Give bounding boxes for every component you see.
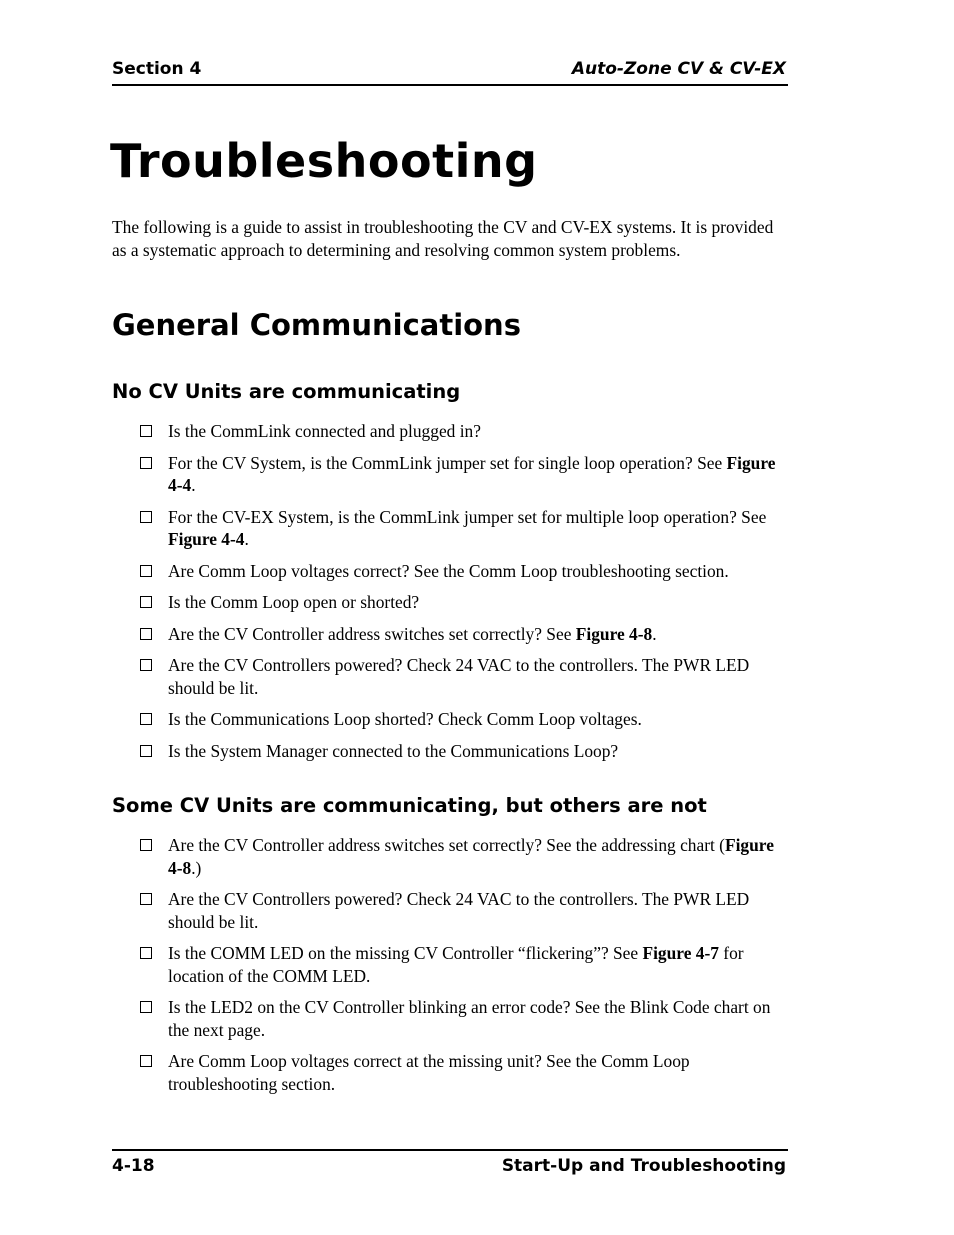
checklist-item: Are the CV Controllers powered? Check 24 VAC to the controllers. The PWR LED should be lit. (140, 888, 790, 933)
figure-reference: Figure 4-8 (575, 623, 653, 644)
checkbox-icon (140, 1001, 152, 1013)
checkbox-icon (140, 425, 152, 437)
checklist-item: Are Comm Loop voltages correct at the missing unit? See the Comm Loop troubleshooting section. (140, 1050, 790, 1095)
intro-paragraph: The following is a guide to assist in troubleshooting the CV and CV-EX systems. It is provided as a systematic approach to determining and resolving common system problems. (112, 217, 774, 260)
checkbox-icon (140, 659, 152, 671)
checkbox-icon (140, 457, 152, 469)
checklist-item: For the CV-EX System, is the CommLink jumper set for multiple loop operation? See Figure 4-4. (140, 506, 790, 551)
checklist-item: Are the CV Controller address switches set correctly? See the addressing chart (Figure 4-8.) (140, 834, 790, 879)
page-header (112, 58, 788, 86)
checklist-no-units (140, 420, 790, 771)
checkbox-icon (140, 893, 152, 905)
checklist-item: Are the CV Controllers powered? Check 24 VAC to the controllers. The PWR LED should be lit. (140, 654, 790, 699)
subsection-heading-some-units: Some CV Units are communicating, but others are not (112, 794, 707, 817)
checklist-item: Are Comm Loop voltages correct? See the Comm Loop troubleshooting section. (140, 560, 790, 583)
figure-reference: Figure 4-7 (642, 943, 719, 963)
header-product: Auto-Zone CV & CV-EX (571, 59, 786, 79)
checklist-item: Is the Communications Loop shorted? Check Comm Loop voltages. (140, 708, 790, 731)
checkbox-icon (140, 745, 152, 757)
figure-reference: Figure 4-4 (168, 452, 776, 495)
subsection-heading-no-units: No CV Units are communicating (112, 380, 461, 403)
checkbox-icon (140, 947, 152, 959)
page-title: Troubleshooting (110, 134, 538, 188)
checkbox-icon (140, 565, 152, 577)
figure-reference: Figure 4-8 (168, 835, 774, 878)
checkbox-icon (140, 511, 152, 523)
checklist-item: Is the LED2 on the CV Controller blinking an error code? See the Blink Code chart on the next page. (140, 996, 790, 1041)
figure-reference: Figure 4-4 (168, 529, 245, 549)
checklist-item: Are the CV Controller address switches set correctly? See Figure 4-8. (140, 623, 790, 646)
checkbox-icon (140, 628, 152, 640)
checklist-item: Is the System Manager connected to the Communications Loop? (140, 740, 790, 763)
page-footer (112, 1149, 788, 1176)
checklist-item: Is the COMM LED on the missing CV Controller “flickering”? See Figure 4-7 for location of the COMM LED. (140, 942, 790, 987)
checklist-item: Is the CommLink connected and plugged in? (140, 420, 790, 443)
footer-chapter: Start-Up and Troubleshooting (501, 1156, 786, 1176)
checklist-item: For the CV System, is the CommLink jumper set for single loop operation? See Figure 4-4. (140, 452, 790, 497)
checklist-some-units (140, 834, 790, 1104)
checkbox-icon (140, 1055, 152, 1067)
checklist-item: Is the Comm Loop open or shorted? (140, 591, 790, 614)
checkbox-icon (140, 839, 152, 851)
checkbox-icon (140, 596, 152, 608)
footer-page-number: 4-18 (112, 1156, 155, 1176)
checkbox-icon (140, 713, 152, 725)
header-section: Section 4 (112, 59, 202, 79)
section-heading: General Communications (112, 308, 521, 342)
